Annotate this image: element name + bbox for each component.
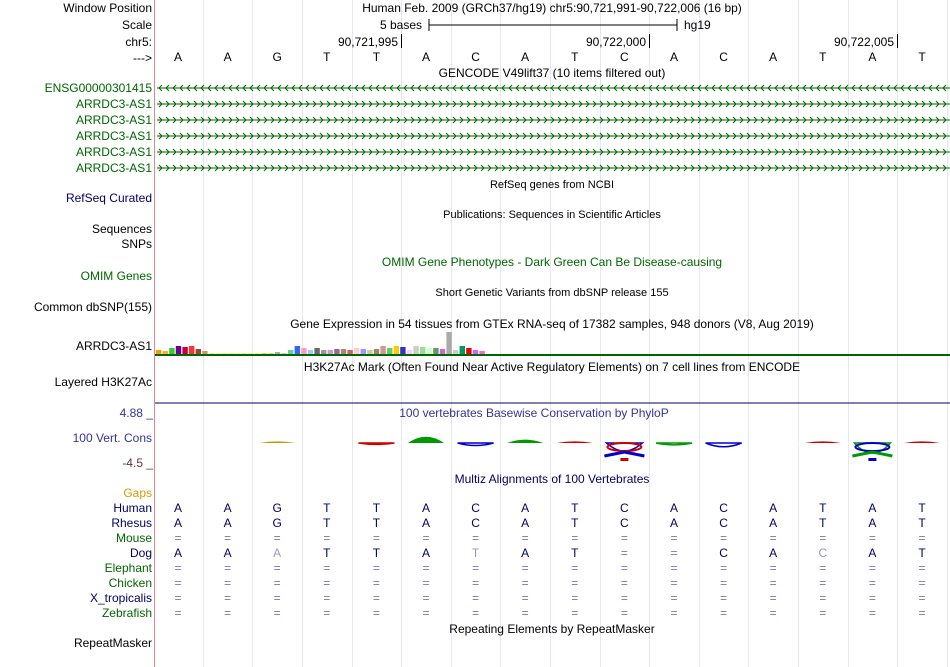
alignment-base: A bbox=[223, 516, 232, 530]
alignment-base: = bbox=[670, 576, 678, 590]
alignment-base: = bbox=[571, 531, 579, 545]
h3k27ac-baseline bbox=[0, 350, 950, 360]
gencode-track-title: GENCODE V49lift37 (10 items filtered out) bbox=[438, 66, 666, 80]
phylop-logo-above bbox=[855, 443, 889, 451]
alignment-base: = bbox=[769, 606, 777, 620]
base-letter: A bbox=[223, 50, 232, 64]
phylop-base-score[interactable] bbox=[408, 437, 444, 443]
alignment-base: = bbox=[521, 576, 529, 590]
alignment-base: = bbox=[620, 591, 628, 605]
alignment-base: = bbox=[670, 531, 678, 545]
alignment-base: = bbox=[273, 576, 281, 590]
alignment-base: C bbox=[719, 546, 728, 560]
alignment-base: T bbox=[471, 546, 480, 560]
gencode-gene-label[interactable]: ARRDC3-AS1 bbox=[75, 129, 152, 143]
phylop-track-label[interactable]: 100 Vert. Cons bbox=[72, 431, 152, 445]
repeatmasker-track-label[interactable]: RepeatMasker bbox=[73, 636, 152, 650]
gencode-gene-label[interactable]: ARRDC3-AS1 bbox=[75, 161, 152, 175]
alignment-base: = bbox=[174, 606, 182, 620]
alignment-base: = bbox=[372, 591, 380, 605]
alignment-base: = bbox=[323, 606, 331, 620]
alignment-base: = bbox=[323, 531, 331, 545]
alignment-base: = bbox=[720, 576, 728, 590]
alignment-base: T bbox=[372, 501, 381, 515]
chromosome-label: chr5: bbox=[125, 35, 152, 49]
base-letter: C bbox=[471, 50, 480, 64]
alignment-base: = bbox=[571, 561, 579, 575]
scale-text: 5 bases bbox=[380, 18, 423, 32]
phylop-base-score[interactable] bbox=[458, 443, 494, 446]
alignment-base: = bbox=[670, 591, 678, 605]
alignment-base: = bbox=[422, 591, 430, 605]
alignment-base: T bbox=[323, 546, 331, 560]
alignment-base: = bbox=[769, 561, 777, 575]
alignment-base: A bbox=[868, 516, 877, 530]
alignment-base: A bbox=[769, 516, 778, 530]
phylop-track-title: 100 vertebrates Basewise Conservation by PhyloP bbox=[399, 406, 669, 420]
gencode-gene-label[interactable]: ARRDC3-AS1 bbox=[75, 145, 152, 159]
gencode-gene-label[interactable]: ARRDC3-AS1 bbox=[75, 113, 152, 127]
gencode-gene-line[interactable] bbox=[0, 129, 950, 143]
coordinate-tick bbox=[401, 34, 402, 48]
omim-track-title: OMIM Gene Phenotypes - Dark Green Can Be Disease-causing bbox=[381, 255, 723, 269]
alignment-base: = bbox=[273, 531, 281, 545]
species-label[interactable]: Rhesus bbox=[111, 516, 152, 530]
phylop-max-label: 4.88 _ bbox=[119, 406, 153, 420]
omim-track-label[interactable]: OMIM Genes bbox=[80, 269, 152, 283]
species-label[interactable]: Zebrafish bbox=[101, 606, 152, 620]
alignment-base: C bbox=[471, 501, 480, 515]
alignment-base: T bbox=[918, 546, 926, 560]
alignment-base: A bbox=[223, 546, 232, 560]
alignment-base: = bbox=[521, 606, 529, 620]
alignment-base: T bbox=[571, 501, 579, 515]
alignment-base: T bbox=[571, 546, 579, 560]
alignment-base: = bbox=[372, 531, 380, 545]
alignment-base: = bbox=[868, 606, 876, 620]
alignment-base: C bbox=[818, 546, 828, 560]
alignment-base: = bbox=[819, 576, 827, 590]
alignment-base: A bbox=[173, 516, 182, 530]
alignment-base: = bbox=[472, 576, 480, 590]
alignment-base: = bbox=[670, 606, 678, 620]
alignment-base: = bbox=[521, 561, 529, 575]
multiz-track-title: Multiz Alignments of 100 Vertebrates bbox=[454, 472, 650, 486]
scale-assembly: hg19 bbox=[684, 18, 711, 32]
alignment-base: A bbox=[669, 501, 678, 515]
alignment-base: A bbox=[421, 516, 430, 530]
snps-track-label[interactable]: SNPs bbox=[121, 237, 152, 251]
species-label[interactable]: Mouse bbox=[115, 531, 152, 545]
alignment-base: = bbox=[868, 591, 876, 605]
alignment-base: A bbox=[868, 501, 877, 515]
alignment-base: = bbox=[720, 561, 728, 575]
alignment-base: T bbox=[323, 516, 331, 530]
phylop-base-score[interactable] bbox=[706, 443, 742, 447]
publications-track-title: Publications: Sequences in Scientific Articles bbox=[443, 209, 661, 221]
phylop-logo-below bbox=[852, 452, 892, 456]
alignment-base: = bbox=[868, 576, 876, 590]
alignment-base: = bbox=[372, 576, 380, 590]
phylop-conservation-plot[interactable] bbox=[0, 420, 950, 470]
alignment-base: = bbox=[620, 531, 628, 545]
alignment-base: A bbox=[521, 516, 530, 530]
alignment-base: C bbox=[620, 516, 629, 530]
base-letter: C bbox=[620, 50, 629, 64]
alignment-base: = bbox=[521, 591, 529, 605]
alignment-base: = bbox=[174, 591, 182, 605]
gaps-label: Gaps bbox=[123, 486, 152, 500]
phylop-base-score[interactable] bbox=[358, 443, 394, 444]
phylop-base-score[interactable] bbox=[507, 440, 543, 443]
coordinate-label: 90,721,995 bbox=[337, 35, 398, 49]
base-letter: T bbox=[571, 50, 579, 64]
alignment-base: T bbox=[323, 501, 331, 515]
alignment-base: = bbox=[323, 576, 331, 590]
alignment-base: = bbox=[571, 591, 579, 605]
alignment-base: = bbox=[472, 531, 480, 545]
alignment-base: = bbox=[521, 531, 529, 545]
phylop-min-label: -4.5 _ bbox=[122, 456, 153, 470]
gencode-gene-line[interactable] bbox=[0, 97, 950, 111]
alignment-base: A bbox=[173, 546, 182, 560]
alignment-base: = bbox=[323, 591, 331, 605]
species-label[interactable]: Chicken bbox=[108, 576, 152, 590]
phylop-logo-base bbox=[868, 458, 876, 461]
alignment-base: A bbox=[521, 501, 530, 515]
base-letter: A bbox=[868, 50, 877, 64]
base-letter: T bbox=[819, 50, 827, 64]
window-position-label: Window Position bbox=[63, 1, 152, 15]
alignment-base: = bbox=[918, 531, 926, 545]
alignment-base: = bbox=[224, 606, 232, 620]
coordinate-tick bbox=[897, 34, 898, 48]
base-letter: T bbox=[918, 50, 926, 64]
alignment-base: = bbox=[422, 606, 430, 620]
alignment-base: T bbox=[918, 501, 926, 515]
alignment-base: T bbox=[571, 516, 579, 530]
species-label[interactable]: Dog bbox=[129, 546, 152, 560]
alignment-base: = bbox=[620, 546, 628, 560]
species-label[interactable]: X_tropicalis bbox=[89, 591, 152, 605]
dbsnp-track-label[interactable]: Common dbSNP(155) bbox=[33, 300, 152, 314]
alignment-base: A bbox=[868, 546, 877, 560]
dbsnp-track-title: Short Genetic Variants from dbSNP release 155 bbox=[435, 287, 669, 299]
alignment-base: C bbox=[719, 516, 728, 530]
alignment-base: = bbox=[769, 576, 777, 590]
alignment-base: A bbox=[769, 501, 778, 515]
phylop-base-score[interactable] bbox=[805, 441, 841, 443]
alignment-base: = bbox=[174, 531, 182, 545]
alignment-base: = bbox=[918, 591, 926, 605]
alignment-base: = bbox=[273, 561, 281, 575]
alignment-base: = bbox=[372, 606, 380, 620]
species-label[interactable]: Human bbox=[113, 501, 152, 515]
alignment-base: = bbox=[174, 561, 182, 575]
alignment-base: = bbox=[670, 561, 678, 575]
alignment-base: = bbox=[571, 606, 579, 620]
base-letter: A bbox=[521, 50, 530, 64]
alignment-base: G bbox=[272, 516, 282, 530]
alignment-base: = bbox=[620, 606, 628, 620]
alignment-base: A bbox=[669, 516, 678, 530]
alignment-base: C bbox=[471, 516, 480, 530]
phylop-base-score[interactable] bbox=[904, 441, 940, 443]
alignment-base: = bbox=[571, 576, 579, 590]
base-letter: G bbox=[272, 50, 282, 64]
base-letter: A bbox=[769, 50, 778, 64]
alignment-base: = bbox=[868, 531, 876, 545]
scale-label: Scale bbox=[121, 18, 152, 32]
alignment-base: = bbox=[224, 576, 232, 590]
gencode-gene-line[interactable] bbox=[0, 145, 950, 159]
alignment-base: = bbox=[868, 561, 876, 575]
alignment-base: A bbox=[769, 546, 778, 560]
alignment-base: A bbox=[273, 546, 282, 560]
phylop-base-score[interactable] bbox=[557, 441, 593, 443]
alignment-base: = bbox=[174, 576, 182, 590]
coordinate-tick bbox=[649, 34, 650, 48]
alignment-base: = bbox=[273, 606, 281, 620]
base-letter: T bbox=[323, 50, 331, 64]
alignment-base: = bbox=[472, 591, 480, 605]
alignment-base: = bbox=[422, 531, 430, 545]
alignment-base: C bbox=[719, 501, 728, 515]
h3k27ac-track-label[interactable]: Layered H3K27Ac bbox=[54, 375, 152, 389]
gencode-gene-line[interactable] bbox=[0, 81, 950, 95]
alignment-base: = bbox=[720, 531, 728, 545]
alignment-base: = bbox=[819, 561, 827, 575]
alignment-base: = bbox=[472, 606, 480, 620]
alignment-base: C bbox=[620, 501, 629, 515]
alignment-base: = bbox=[472, 561, 480, 575]
alignment-base: = bbox=[273, 591, 281, 605]
gencode-gene-label[interactable]: ARRDC3-AS1 bbox=[75, 97, 152, 111]
alignment-base: = bbox=[422, 576, 430, 590]
phylop-logo-below bbox=[604, 452, 644, 456]
alignment-base: = bbox=[769, 531, 777, 545]
base-letter: A bbox=[421, 50, 430, 64]
alignment-base: = bbox=[918, 576, 926, 590]
base-letter: T bbox=[372, 50, 381, 64]
alignment-base: A bbox=[521, 546, 530, 560]
alignment-base: = bbox=[224, 591, 232, 605]
alignment-base: = bbox=[819, 606, 827, 620]
gencode-gene-label[interactable]: ENSG00000301415 bbox=[44, 81, 152, 95]
alignment-base: = bbox=[819, 531, 827, 545]
alignment-base: A bbox=[421, 546, 430, 560]
gencode-gene-line[interactable] bbox=[0, 113, 950, 127]
alignment-base: = bbox=[422, 561, 430, 575]
coordinate-label: 90,722,000 bbox=[585, 35, 646, 49]
alignment-base: A bbox=[421, 501, 430, 515]
alignment-base: T bbox=[819, 501, 827, 515]
alignment-base: = bbox=[720, 606, 728, 620]
alignment-base: = bbox=[918, 606, 926, 620]
alignment-base: = bbox=[670, 546, 678, 560]
phylop-base-score[interactable] bbox=[259, 441, 295, 443]
phylop-base-score[interactable] bbox=[656, 443, 692, 445]
alignment-base: = bbox=[224, 561, 232, 575]
base-letter: A bbox=[669, 50, 678, 64]
strand-label: ---> bbox=[133, 51, 152, 65]
alignment-base: T bbox=[918, 516, 926, 530]
phylop-logo-base bbox=[620, 458, 628, 461]
alignment-base: = bbox=[720, 591, 728, 605]
base-letter: A bbox=[173, 50, 182, 64]
alignment-base: = bbox=[819, 591, 827, 605]
publications-track-label[interactable]: Sequences bbox=[91, 222, 152, 236]
refseq-track-label[interactable]: RefSeq Curated bbox=[65, 191, 152, 205]
alignment-base: T bbox=[372, 546, 381, 560]
refseq-track-title: RefSeq genes from NCBI bbox=[489, 179, 615, 191]
alignment-base: A bbox=[223, 501, 232, 515]
alignment-base: T bbox=[819, 516, 827, 530]
alignment-base: T bbox=[372, 516, 381, 530]
alignment-base: A bbox=[173, 501, 182, 515]
gencode-gene-line[interactable] bbox=[0, 161, 950, 175]
alignment-base: = bbox=[372, 561, 380, 575]
alignment-base: G bbox=[272, 501, 282, 515]
alignment-base: = bbox=[620, 576, 628, 590]
gtex-track-title: Gene Expression in 54 tissues from GTEx RNA-seq of 17382 samples, 948 donors (V8, Aug 2019) bbox=[290, 317, 814, 331]
repeatmasker-track-title: Repeating Elements by RepeatMasker bbox=[449, 622, 655, 636]
base-letter: C bbox=[719, 50, 728, 64]
alignment-base: = bbox=[620, 561, 628, 575]
h3k27ac-track-title: H3K27Ac Mark (Often Found Near Active Regulatory Elements) on 7 cell lines from ENCODE bbox=[303, 360, 801, 374]
species-label[interactable]: Elephant bbox=[104, 561, 152, 575]
alignment-base: = bbox=[323, 561, 331, 575]
coordinate-label: 90,722,005 bbox=[833, 35, 894, 49]
gtex-track-label[interactable]: ARRDC3-AS1 bbox=[75, 339, 152, 353]
alignment-base: = bbox=[224, 531, 232, 545]
alignment-base: = bbox=[918, 561, 926, 575]
alignment-base: = bbox=[769, 591, 777, 605]
window-position-value: Human Feb. 2009 (GRCh37/hg19) chr5:90,721,991-90,722,006 (16 bp) bbox=[362, 1, 742, 15]
